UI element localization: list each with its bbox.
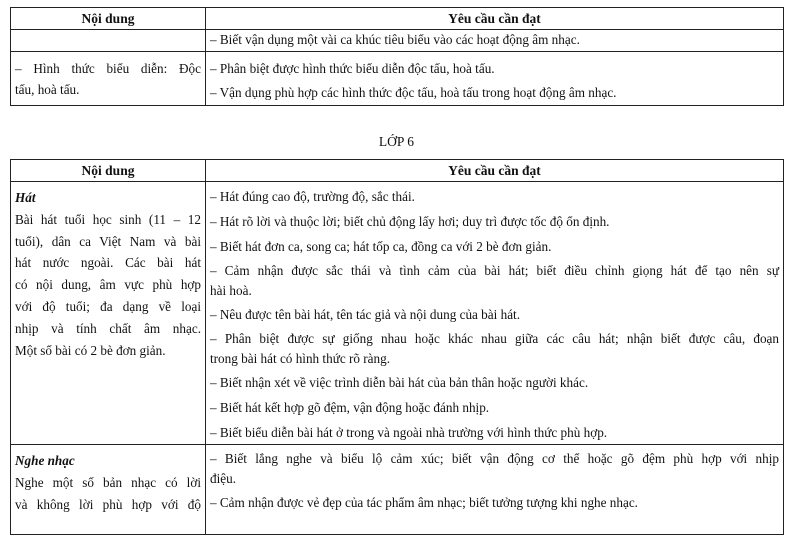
table-requirements-grade6 [10,159,784,535]
header-noi-dung: Nội dung [11,8,206,30]
header-yeu-cau: Yêu cầu cần đạt [206,8,784,30]
content-text-line: và không lời phù hợp với độ [15,496,201,512]
content-text-line: Nghe một số bản nhạc có lời [15,474,201,490]
content-text-line: tấu, hoà tấu. [15,82,80,97]
table-cell [206,445,784,535]
requirement-text: – Cảm nhận được vẻ đẹp của tác phẩm âm nhạc; biết tưởng tượng khi nghe nhạc. [210,495,638,510]
requirement-text: – Biết vận dụng một vài ca khúc tiêu biểu vào các hoạt động âm nhạc. [210,32,580,47]
requirement-text: – Biết hát đơn ca, song ca; hát tốp ca, đồng ca với 2 bè đơn giản. [210,239,552,254]
table-row-nghe-nhac [11,445,784,535]
requirement-text: – Biết hát kết hợp gõ đệm, vận động hoặc đánh nhịp. [210,400,490,415]
requirement-text: điệu. [210,471,237,486]
requirement-text: – Nêu được tên bài hát, tên tác giả và nội dung của bài hát. [210,307,521,322]
table-row-hat [11,182,784,445]
table-cell [206,182,784,445]
table-header-row [11,160,784,182]
requirement-text: – Biết nhận xét về việc trình diễn bài hát của bản thân hoặc người khác. [210,375,589,390]
requirement-text: – Hát rõ lời và thuộc lời; biết chủ động lấy hơi; duy trì được tốc độ ổn định. [210,214,610,229]
content-text-line: nhịp và tính chất âm nhạc. [15,320,201,336]
table-cell [11,182,206,445]
content-text-line: có nội dung, âm vực phù hợp [15,277,201,293]
header-noi-dung: Nội dung [11,160,206,182]
requirement-text: – Phân biệt được sự giống nhau hoặc khác nhau giữa các câu hát; nhận biết được câu, đoạn [210,331,779,346]
requirement-text: – Biết lắng nghe và biểu lộ cảm xúc; biết vận động cơ thể hoặc gõ đệm phù hợp với nhịp [210,451,779,466]
requirement-text: – Vận dụng phù hợp các hình thức độc tấu, hoà tấu trong hoạt động âm nhạc. [210,85,617,100]
section-heading-nghe-nhac: Nghe nhạc [15,453,75,468]
table-header-row [11,8,784,30]
requirement-text: hài hoà. [210,283,252,298]
content-text-line: tuổi), dân ca Việt Nam và bài [15,233,201,249]
table-requirements-top [10,7,784,106]
table-cell-empty [11,30,206,52]
content-text-line: hát nước ngoài. Các bài hát [15,255,201,271]
table-cell [11,445,206,535]
requirement-text: – Cảm nhận được sắc thái và tình cảm của bài hát; biết điều chỉnh giọng hát để tạo nên sự [210,263,779,278]
table-row [11,52,784,106]
requirement-text: – Hát đúng cao độ, trường độ, sắc thái. [210,189,415,204]
requirement-text: trong bài hát có hình thức rõ ràng. [210,351,391,366]
content-text-line: Một số bài có 2 bè đơn giản. [15,342,166,358]
table-row [11,30,784,52]
header-yeu-cau: Yêu cầu cần đạt [206,160,784,182]
section-heading-hat: Hát [15,190,36,205]
section-title: LỚP 6 [378,134,415,149]
table-cell [206,52,784,106]
content-text-line: với độ tuổi; đa dạng về loại [15,298,201,314]
requirement-text: – Biết biểu diễn bài hát ở trong và ngoài nhà trường với hình thức phù hợp. [210,425,608,440]
table-cell [206,30,784,52]
requirement-text: – Phân biệt được hình thức biểu diễn độc tấu, hoà tấu. [210,61,495,76]
table-cell [11,52,206,106]
content-text-line: Bài hát tuổi học sinh (11 – 12 [15,211,201,227]
content-text-line: – Hình thức biểu diễn: Độc [15,61,201,76]
